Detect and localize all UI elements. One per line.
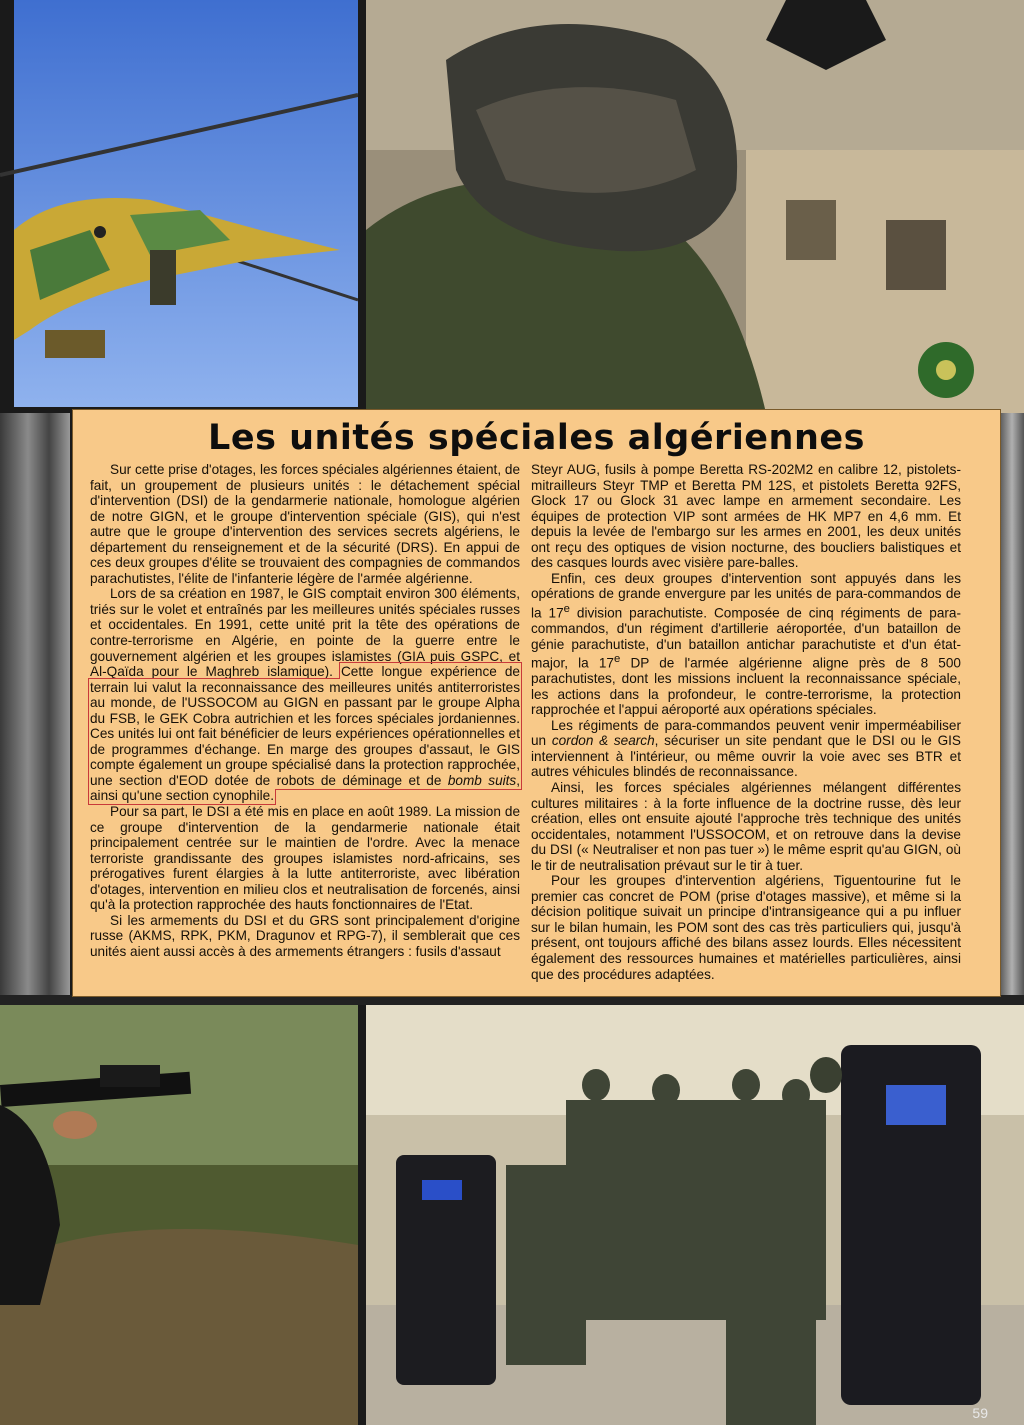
- highlighted-text: Cette longue expérience de terrain lui valut la reconnaissance des meilleures unités antiterroristes au monde, de l'USSOCOM au GIGN en passant par le groupe Alpha du FSB, le GEK Cobra autrichien et les forces spéciales jordaniennes. Ces unités lui ont fait bénéficier de leurs expériences opérationnelles et de programmes d'échange. En marge des groupes d'assaut, le GIS compte également un groupe spécialisé dans la protection rapprochée, une section d'EOD dotée de robots de déminage et de: [90, 664, 520, 788]
- article-column-left: [90, 462, 520, 960]
- article-column-right: [531, 462, 961, 982]
- helicopter-photo: [0, 0, 358, 407]
- paragraph: [531, 718, 961, 780]
- paragraph: Pour les groupes d'intervention algériens, Tiguentourine fut le premier cas concret de POM (prise d'otages massive), et même si la décision politique suivait un principe d'intransigeance qui a pu influer sur le bilan humain, les POM sont des cas très particuliers qui, jusqu'à présent, ont toujours affiché des bilans assez lourds. Elles nécessitent également des ressources humaines et matérielles particulières, ainsi que des procédures adaptées.: [531, 873, 961, 982]
- italic-term: bomb suits: [447, 772, 517, 788]
- paragraph: Pour sa part, le DSI a été mis en place en août 1989. La mission de ce groupe d'intervention de la gendarmerie nationale était principalement centrée sur le maintien de l'ordre. Avec la menace terroriste grandissante des groupes islamistes nord-africains, ses prérogatives furent élargies à la lutte antiterroriste, avec libération d'otages, intervention en milieu clos et neutralisation de forcenés, ainsi qu'à la protection rapprochée des hauts fonctionnaires de l'Etat.: [90, 804, 520, 913]
- paragraph-text: Lors de sa création en 1987, le GIS comptait environ 300 éléments, triés sur le volet et entraînés par les meilleures unités spéciales russes et occidentales. En 1991, cette unité prit la tête des opérations de contre-terrorisme en Algérie, en pointe de la guerre entre le gouvernement algérien et les groupes islamistes (GIA puis GSPC, et Al-Qaïda pour le Maghreb islamique).: [90, 586, 520, 680]
- paragraph: Si les armements du DSI et du GRS sont principalement d'origine russe (AKMS, RPK, PKM, Dragunov et RPG-7), il semblerait que ces unités aient aussi accès à des armements étrangers : fusils d'assaut: [90, 912, 520, 959]
- article-title: Les unités spéciales algériennes: [208, 418, 865, 458]
- superscript: e: [614, 653, 621, 666]
- paragraph: Sur cette prise d'otages, les forces spéciales algériennes étaient, de fait, un groupement de plusieurs unités : le détachement spécial d'intervention (DSI) de la gendarmerie nationale, homologue algérien de notre GIGN, et le groupe d'intervention spéciale (GIS), qui n'est autre que le groupe d'intervention des services secrets algériens, le département du renseignement et de la sécurité (DRS). En appui de ces deux groupes d'élite se trouvaient des compagnies de commandos parachutistes, l'élite de l'infanterie légère de l'armée algérienne.: [90, 462, 520, 586]
- italic-term: cordon & search: [551, 733, 655, 749]
- paragraph: [90, 586, 520, 804]
- superscript: e: [563, 602, 570, 615]
- masked-soldier-photo: [366, 0, 1024, 413]
- paragraph-text: division parachutiste. Composée de cinq régiments de para-commandos, d'un régiment d'artillerie aéroportée, d'un bataillon de génie parachutiste, d'un bataillon antichar parachutiste et d'un état-major, la 17: [531, 605, 962, 671]
- paragraph: [531, 571, 961, 718]
- industrial-background-left: [0, 413, 70, 998]
- rifle-soldier-photo: [0, 1005, 358, 1425]
- paragraph-text: Les régiments de para-commandos peuvent venir imperméabiliser un: [531, 717, 961, 749]
- highlighted-passage: [90, 664, 520, 803]
- shield-squad-photo: [366, 1005, 1024, 1425]
- paragraph: Ainsi, les forces spéciales algériennes mélangent différentes cultures militaires : à la forte influence de la doctrine russe, dès leur création, elles ont ensuite ajouté l'approche très technique des unités occidentales, notamment l'USSOCOM, et on retrouve dans la devise du DSI (« Neutraliser et non pas tuer ») le même esprit qu'au GIGN, où le tir de neutralisation prévaut sur le tir à tuer.: [531, 780, 961, 873]
- paragraph-text: Enfin, ces deux groupes d'intervention sont appuyés dans les opérations de grande envergure par les unités de para-commandos de la 17: [531, 570, 961, 621]
- industrial-background-right: [1000, 413, 1024, 998]
- paragraph-text: DP de l'armée algérienne aligne près de 8 500 parachutistes, dont les missions incluent la reconnaissance spéciale, les actions dans la profondeur, le contre-terrorisme, la protection rapprochée et l'appui aéroporté aux opérations spéciales.: [531, 655, 961, 718]
- highlighted-text-end: , ainsi qu'une section cynophile.: [90, 772, 521, 804]
- paragraph: Steyr AUG, fusils à pompe Beretta RS-202M2 en calibre 12, pistolets-mitrailleurs Steyr TMP et Beretta PM 12S, et pistolets Beretta 92FS, Glock 17 ou Glock 31 avec lampe en armement secondaire. Les équipes de protection VIP sont armées de HK MP7 en 4,6 mm. Et depuis la levée de l'embargo sur les armes en 2001, les deux unités ont reçu des optiques de vision nocturne, des boucliers balistiques et des casques lourds avec visière pare-balles.: [531, 462, 961, 571]
- paragraph-text: , sécuriser un site pendant que le DSI ou le GIS interviennent à l'intérieur, ou même ouvrir la voie avec ses BTR et autres véhicules blindés de reconnaissance.: [531, 733, 961, 780]
- article-box: [72, 409, 1001, 997]
- page-number: 59: [972, 1405, 988, 1421]
